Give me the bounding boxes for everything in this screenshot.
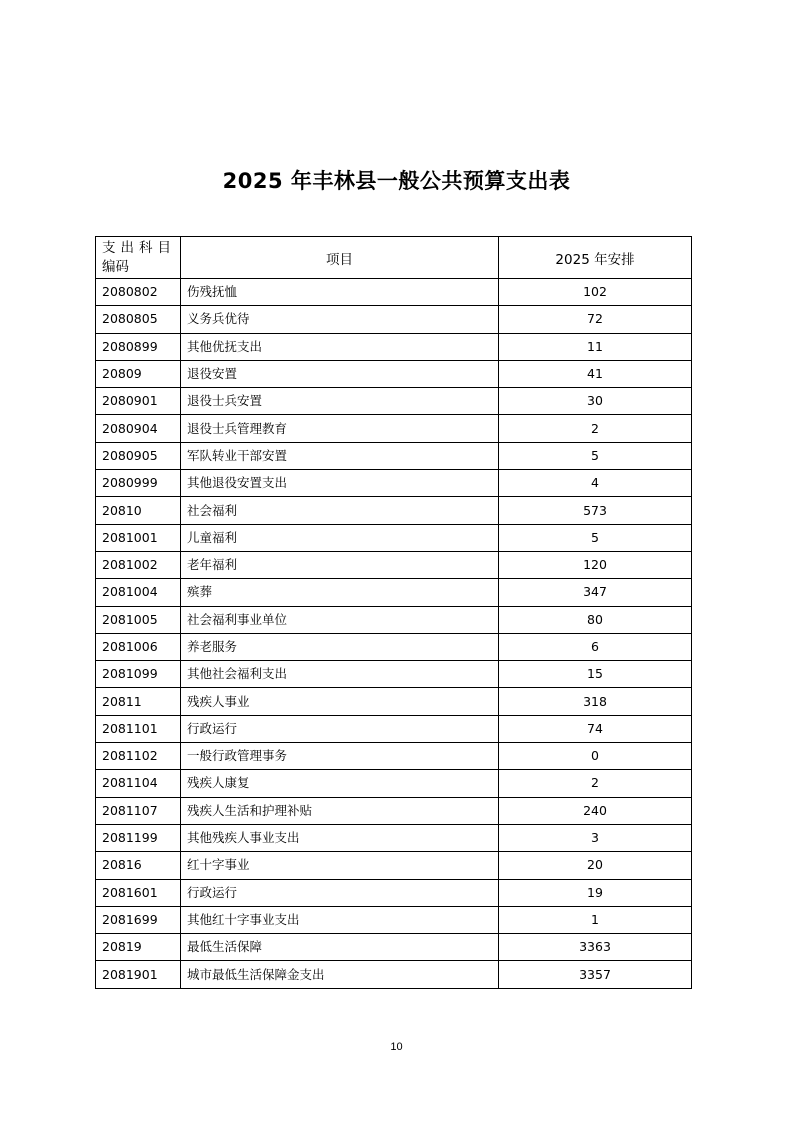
row-amount: 5 (499, 442, 692, 469)
table-row (96, 743, 692, 770)
row-amount: 0 (499, 743, 692, 770)
page-title: 2025 年丰林县一般公共预算支出表 (222, 169, 571, 193)
table-row (96, 906, 692, 933)
row-code: 2080905 (96, 442, 181, 469)
row-code: 2081901 (96, 961, 181, 988)
row-amount: 19 (499, 879, 692, 906)
row-amount: 80 (499, 606, 692, 633)
row-item: 残疾人康复 (181, 770, 499, 797)
table-row (96, 579, 692, 606)
row-code: 2081104 (96, 770, 181, 797)
table-row (96, 606, 692, 633)
row-item: 红十字事业 (181, 852, 499, 879)
row-item: 最低生活保障 (181, 934, 499, 961)
table-row (96, 688, 692, 715)
row-item: 残疾人生活和护理补贴 (181, 797, 499, 824)
table-row (96, 770, 692, 797)
row-code: 2081002 (96, 551, 181, 578)
table-row (96, 797, 692, 824)
table-body (96, 279, 692, 989)
row-amount: 72 (499, 306, 692, 333)
page-number: 10 (390, 1041, 403, 1053)
row-item: 其他红十字事业支出 (181, 906, 499, 933)
row-amount: 347 (499, 579, 692, 606)
table-row (96, 279, 692, 306)
row-amount: 3 (499, 824, 692, 851)
table-row (96, 633, 692, 660)
table-row (96, 442, 692, 469)
row-code: 2081004 (96, 579, 181, 606)
row-item: 社会福利事业单位 (181, 606, 499, 633)
row-item: 军队转业干部安置 (181, 442, 499, 469)
row-amount: 3357 (499, 961, 692, 988)
table-row (96, 388, 692, 415)
row-code: 2081101 (96, 715, 181, 742)
row-item: 一般行政管理事务 (181, 743, 499, 770)
table-row (96, 524, 692, 551)
row-item: 其他社会福利支出 (181, 661, 499, 688)
table-row (96, 551, 692, 578)
table-row (96, 470, 692, 497)
row-code: 20811 (96, 688, 181, 715)
row-item: 殡葬 (181, 579, 499, 606)
row-item: 退役士兵安置 (181, 388, 499, 415)
row-amount: 30 (499, 388, 692, 415)
row-code: 2081107 (96, 797, 181, 824)
row-item: 退役安置 (181, 360, 499, 387)
row-amount: 20 (499, 852, 692, 879)
row-code: 20809 (96, 360, 181, 387)
row-code: 2081006 (96, 633, 181, 660)
row-code: 2081001 (96, 524, 181, 551)
row-code: 2081099 (96, 661, 181, 688)
row-amount: 3363 (499, 934, 692, 961)
table-row (96, 333, 692, 360)
row-amount: 5 (499, 524, 692, 551)
row-item: 退役士兵管理教育 (181, 415, 499, 442)
row-code: 2080899 (96, 333, 181, 360)
table-header-row (96, 237, 692, 279)
row-item: 其他退役安置支出 (181, 470, 499, 497)
row-item: 养老服务 (181, 633, 499, 660)
header-item: 项目 (181, 237, 499, 279)
row-amount: 318 (499, 688, 692, 715)
table-row (96, 661, 692, 688)
row-code: 2081102 (96, 743, 181, 770)
table-row (96, 415, 692, 442)
row-amount: 41 (499, 360, 692, 387)
row-amount: 2 (499, 415, 692, 442)
row-code: 20810 (96, 497, 181, 524)
row-item: 其他残疾人事业支出 (181, 824, 499, 851)
row-amount: 102 (499, 279, 692, 306)
budget-table (95, 236, 692, 989)
header-amount: 2025 年安排 (499, 237, 692, 279)
row-amount: 573 (499, 497, 692, 524)
row-amount: 74 (499, 715, 692, 742)
table-row (96, 497, 692, 524)
row-item: 行政运行 (181, 715, 499, 742)
table-row (96, 360, 692, 387)
row-item: 残疾人事业 (181, 688, 499, 715)
table-row (96, 934, 692, 961)
row-code: 2081699 (96, 906, 181, 933)
table-row (96, 852, 692, 879)
row-amount: 6 (499, 633, 692, 660)
table-row (96, 824, 692, 851)
row-code: 2081199 (96, 824, 181, 851)
row-amount: 2 (499, 770, 692, 797)
row-item: 其他优抚支出 (181, 333, 499, 360)
row-amount: 240 (499, 797, 692, 824)
row-item: 义务兵优待 (181, 306, 499, 333)
table-row (96, 715, 692, 742)
row-code: 2080805 (96, 306, 181, 333)
row-code: 20819 (96, 934, 181, 961)
row-amount: 15 (499, 661, 692, 688)
row-code: 2081601 (96, 879, 181, 906)
row-code: 20816 (96, 852, 181, 879)
row-amount: 11 (499, 333, 692, 360)
table-row (96, 306, 692, 333)
row-code: 2081005 (96, 606, 181, 633)
header-code-line1: 支出科目 (102, 239, 176, 256)
row-item: 社会福利 (181, 497, 499, 524)
row-item: 伤残抚恤 (181, 279, 499, 306)
table-row (96, 879, 692, 906)
row-code: 2080802 (96, 279, 181, 306)
row-code: 2080901 (96, 388, 181, 415)
row-item: 行政运行 (181, 879, 499, 906)
row-code: 2080999 (96, 470, 181, 497)
header-code-line2: 编码 (102, 258, 129, 275)
header-code (96, 237, 181, 279)
row-amount: 4 (499, 470, 692, 497)
table-row (96, 961, 692, 988)
row-item: 儿童福利 (181, 524, 499, 551)
row-amount: 120 (499, 551, 692, 578)
row-item: 老年福利 (181, 551, 499, 578)
row-item: 城市最低生活保障金支出 (181, 961, 499, 988)
row-code: 2080904 (96, 415, 181, 442)
row-amount: 1 (499, 906, 692, 933)
